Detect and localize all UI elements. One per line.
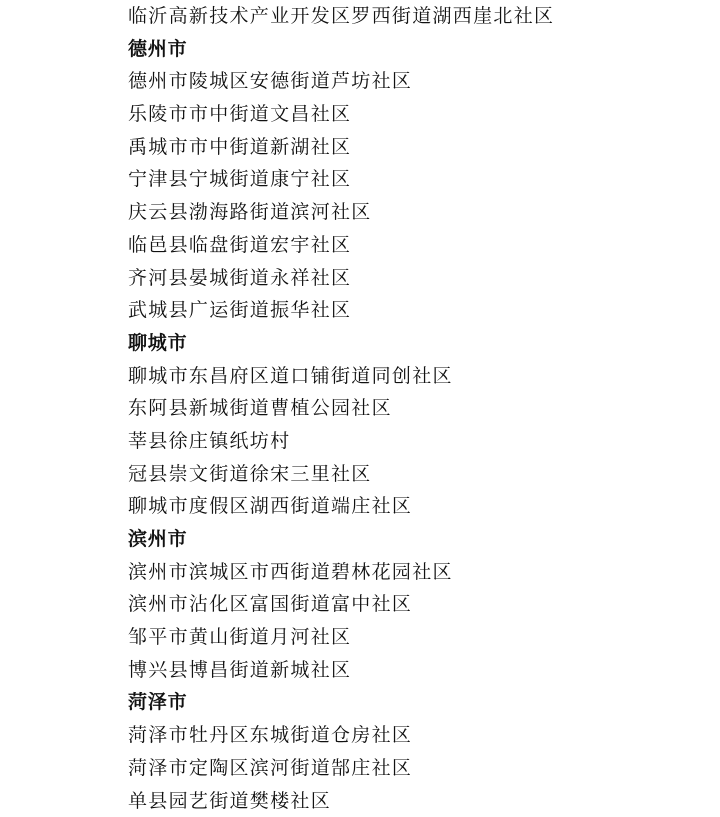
city-heading: 滨州市 (128, 523, 554, 556)
list-item: 聊城市东昌府区道口铺街道同创社区 (128, 360, 554, 393)
list-item: 滨州市滨城区市西街道碧林花园社区 (128, 556, 554, 589)
list-item: 庆云县渤海路街道滨河社区 (128, 196, 554, 229)
list-item: 德州市陵城区安德街道芦坊社区 (128, 65, 554, 98)
list-item: 聊城市度假区湖西街道端庄社区 (128, 490, 554, 523)
list-item: 莘县徐庄镇纸坊村 (128, 425, 554, 458)
list-item: 菏泽市定陶区滨河街道郜庄社区 (128, 752, 554, 785)
list-item: 临沂高新技术产业开发区罗西街道湖西崖北社区 (128, 0, 554, 33)
list-item: 宁津县宁城街道康宁社区 (128, 163, 554, 196)
list-item: 博兴县博昌街道新城社区 (128, 654, 554, 687)
city-heading: 聊城市 (128, 327, 554, 360)
list-item: 滨州市沾化区富国街道富中社区 (128, 588, 554, 621)
city-heading: 德州市 (128, 33, 554, 66)
list-item: 禹城市市中街道新湖社区 (128, 131, 554, 164)
list-item: 单县园艺街道樊楼社区 (128, 785, 554, 817)
community-list (128, 0, 554, 817)
list-item: 冠县崇文街道徐宋三里社区 (128, 458, 554, 491)
list-item: 菏泽市牡丹区东城街道仓房社区 (128, 719, 554, 752)
list-item: 邹平市黄山街道月河社区 (128, 621, 554, 654)
list-item: 齐河县晏城街道永祥社区 (128, 262, 554, 295)
list-item: 东阿县新城街道曹植公园社区 (128, 392, 554, 425)
list-item: 武城县广运街道振华社区 (128, 294, 554, 327)
list-item: 临邑县临盘街道宏宇社区 (128, 229, 554, 262)
list-item: 乐陵市市中街道文昌社区 (128, 98, 554, 131)
city-heading: 菏泽市 (128, 686, 554, 719)
